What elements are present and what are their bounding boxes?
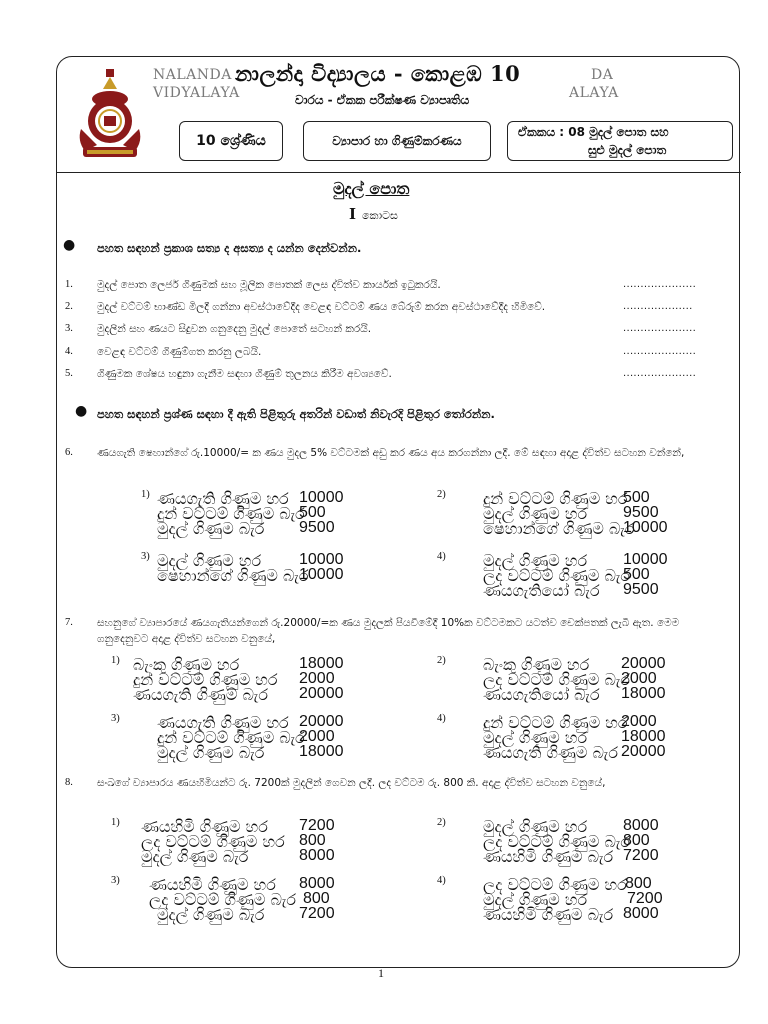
page-number: 1 (378, 966, 384, 980)
entry-label: මුදල් ගිණුම බැර (157, 905, 265, 924)
question-text: සංඛගේ ව්‍යාපාරය ණයහිමියන්ට රු. 7200ක් මුදලින් ගෙවන ලදී. ලද වට්ටම රු. 800 කි. අදාළ ද්විත්ව සටහන වනුයේ, (97, 777, 606, 789)
entry-label: ලද වට්ටම් ගිණුම බැර (483, 670, 631, 689)
entry-label: මුදල් ගිණුම හර (483, 728, 588, 747)
entry-amount: 800 (299, 832, 326, 849)
entry-amount: 18000 (621, 728, 666, 745)
entry-amount: 10000 (299, 551, 344, 568)
option-number: 2) (437, 489, 446, 500)
part-word: කොටස (362, 209, 398, 222)
paper-header (57, 57, 741, 173)
entry-amount: 10000 (623, 551, 668, 568)
entry-amount: 9500 (623, 504, 659, 521)
section1-instruction: පහත සඳහන් ප්‍රකාශ සත්‍ය ද අසත්‍ය ද යන්න දෙන්වන්න. (97, 241, 362, 255)
entry-label: දුන් වට්ටම් ගිණුම බැර (157, 728, 305, 747)
entry-amount: 800 (625, 875, 652, 892)
entry-amount: 18000 (299, 743, 344, 760)
watermark-text: NALANDA (153, 67, 232, 83)
unit-box (507, 121, 733, 161)
entry-label: මුදල් ගිණුම බැර (157, 743, 265, 762)
entry-amount: 8000 (623, 817, 659, 834)
entry-label: ලද වට්ටම් ගිණුම බැර (483, 832, 631, 851)
entry-label: මුදල් ගිණුම හර (483, 817, 588, 836)
entry-amount: 18000 (299, 655, 344, 672)
entry-label: දුන් වට්ටම් ගිණුම බැර (157, 504, 305, 523)
entry-amount: 2000 (299, 728, 335, 745)
answer-blank[interactable]: .................... (623, 301, 693, 312)
question-text: ණයගැති ෂෙහාන්ගේ රු.10000/= ක ණය මුදල 5% වට්ටමක් අඩු කර ණය අය කරගන්නා ලදී. මේ සඳහා අදාළ ද්විත්ව සටහන වන්නේ, (97, 447, 685, 459)
statement-number: 3. (65, 323, 73, 334)
entry-amount: 8000 (299, 875, 335, 892)
entry-amount: 8000 (299, 847, 335, 864)
entry-label: මුදල් ගිණුම හර (157, 551, 262, 570)
entry-amount: 7200 (299, 905, 335, 922)
entry-amount: 9500 (299, 519, 335, 536)
entry-amount: 18000 (621, 685, 666, 702)
entry-amount: 800 (303, 890, 330, 907)
school-crest-logo (73, 67, 147, 161)
option-number: 1) (111, 655, 120, 666)
entry-label: ණයහිමි ගිණුම හර (141, 817, 268, 836)
option-number: 4) (437, 875, 446, 886)
entry-amount: 2000 (299, 670, 335, 687)
entry-label: මුදල් ගිණුම බැර (141, 847, 249, 866)
statement-text: මුදල් පොත ලෙජර් ගිණුමක් සහ මූලික පොතක් ලෙස ද්විත්ව කාර්යක් ඉටුකරයි. (97, 279, 441, 291)
entry-amount: 10000 (623, 519, 668, 536)
entry-label: ෂෙහාන්ගේ ගිණුම බැර (483, 519, 635, 538)
statement-number: 2. (65, 301, 73, 312)
entry-label: ණයගැති ගිණුම හර (157, 489, 289, 508)
unit-line-1: ඒකකය : 08 මුදල් පොත සහ (518, 125, 669, 139)
answer-blank[interactable]: ..................... (623, 368, 697, 379)
option-number: 3) (141, 551, 150, 562)
bullet-icon: ● (63, 237, 76, 253)
option-number: 4) (437, 713, 446, 724)
entry-label: බැංකු ගිණුම හර (133, 655, 240, 674)
option-number: 3) (111, 875, 120, 886)
entry-label: ණයගැති ගිණුම් බැර (133, 685, 269, 704)
entry-amount: 800 (623, 832, 650, 849)
entry-amount: 20000 (621, 743, 666, 760)
option-number: 3) (111, 713, 120, 724)
entry-amount: 2000 (621, 670, 657, 687)
entry-label: දුන් වට්ටම් ගිණුම හර (483, 489, 628, 508)
entry-label: ණයහිමි ගිණුම බැර (483, 905, 614, 924)
entry-amount: 2000 (621, 713, 657, 730)
statement-text: ගිණුමක ශේෂය හඳුනා ගැනීම සඳහා ගිණුම් තුලනය කිරීම අවශ්‍යවේ. (97, 368, 392, 380)
unit-line-2: සුළු මුදල් පොත (588, 143, 667, 157)
exam-subtitle: වාරය - ඒකක පරීක්ෂණ ව්‍යාපෘතිය (295, 93, 470, 107)
entry-amount: 9500 (623, 581, 659, 598)
section2-instruction: පහත සඳහන් ප්‍රශ්ණ සඳහා දී ඇති පිළිතුරු අතරින් වඩාත් නිවැරදි පිළිතුර තෝරන්න. (97, 407, 495, 421)
statement-text: මුදලින් සහ ණයට සිදුවන ගනුදෙනු මුදල් පොතේ සටහන් කරයි. (97, 323, 372, 335)
entry-label: දුන් වට්ටම් ගිණුම හර (133, 670, 278, 689)
option-number: 1) (141, 489, 150, 500)
statement-number: 1. (65, 279, 73, 290)
question-number: 8. (65, 777, 73, 788)
entry-label: ලද වට්ටම් ගිණුම බැර (483, 566, 631, 585)
question-number: 6. (65, 447, 73, 458)
statement-number: 4. (65, 346, 73, 357)
watermark-text: DA (591, 67, 614, 83)
option-number: 4) (437, 551, 446, 562)
entry-label: ණයගැතියෝ බැර (483, 581, 600, 600)
entry-label: ලද වට්ටම් ගිණුම හර (483, 875, 627, 894)
part-roman: I (349, 205, 357, 223)
statement-number: 5. (65, 368, 73, 379)
option-number: 2) (437, 655, 446, 666)
entry-label: ණයහිමි ගිණුම බැර (483, 847, 614, 866)
entry-label: ෂෙහාන්ගේ ගිණුම බැර (157, 566, 309, 585)
question-text: සහනුගේ ව්‍යාපාරයේ ණයගැතියන්ගෙන් රු.20000/=ක ණය මුදලක් පියවීමේදී 10%ක වට්ටමකට යටත්ව චෙක්පතක් ලැබී ඇත. මෙම ගනුදෙනුවට අදාළ ද්විත්ව සටහන වනුයේ, (97, 617, 680, 645)
entry-label: ණයගැතියෝ බැර (483, 685, 600, 704)
answer-blank[interactable]: ..................... (623, 346, 697, 357)
entry-amount: 8000 (623, 905, 659, 922)
entry-label: මුදල් ගිණුම හර (483, 890, 588, 909)
entry-label: ණයගැති ගිණුම බැර (483, 743, 619, 762)
entry-label: මුදල් ගිණුම හර (483, 551, 588, 570)
entry-label: ලද වට්ටම් ගිණුම හර (141, 832, 285, 851)
entry-amount: 10000 (299, 566, 344, 583)
entry-amount: 7200 (623, 847, 659, 864)
statement-text: මුදල් වට්ටම් භාණ්ඩ මිලදී ගන්නා අවස්ථාවේදීද වෙළඳ වට්ටම් ණය බේරුම් කරන අවස්ථාවේදීද හිමිවේ. (97, 301, 546, 313)
answer-blank[interactable]: ..................... (623, 323, 697, 334)
entry-label: ණයගැති ගිණුම හර (157, 713, 289, 732)
entry-amount: 500 (299, 504, 326, 521)
entry-label: දුන් වට්ටම් ගිණුම හර (483, 713, 628, 732)
entry-label: බැංකු ගිණුම හර (483, 655, 590, 674)
entry-label: මුදල් ගිණුම හර (483, 504, 588, 523)
grade-box: 10 ශ්‍රේණිය (179, 121, 283, 161)
entry-amount: 20000 (621, 655, 666, 672)
entry-amount: 7200 (299, 817, 335, 834)
entry-label: ණයහිමි ගිණුම හර (149, 875, 276, 894)
page-title: මුදල් පොත (333, 179, 410, 198)
exam-paper-frame (56, 56, 740, 968)
entry-label: ලද වට්ටම් ගිණුම බැර (149, 890, 297, 909)
entry-amount: 10000 (299, 489, 344, 506)
option-number: 2) (437, 817, 446, 828)
statement-text: වෙළඳ වට්ටම් ගිණුම්ගත කරනු ලබයි. (97, 346, 262, 358)
school-name: නාලන්දා විද්‍යාලය - කොළඹ 10 (235, 61, 521, 86)
watermark-text: VIDYALAYA (153, 85, 240, 101)
entry-amount: 500 (623, 566, 650, 583)
bullet-icon: ● (75, 403, 88, 419)
entry-amount: 7200 (627, 890, 663, 907)
entry-amount: 500 (623, 489, 650, 506)
subject-box: ව්‍යාපාර හා ගිණුම්කරණය (303, 121, 491, 161)
watermark-text: ALAYA (569, 85, 619, 101)
question-number: 7. (65, 617, 73, 628)
part-label (349, 205, 398, 223)
option-number: 1) (111, 817, 120, 828)
entry-amount: 20000 (299, 713, 344, 730)
answer-blank[interactable]: ..................... (623, 279, 697, 290)
entry-amount: 20000 (299, 685, 344, 702)
entry-label: මුදල් ගිණුම බැර (157, 519, 265, 538)
